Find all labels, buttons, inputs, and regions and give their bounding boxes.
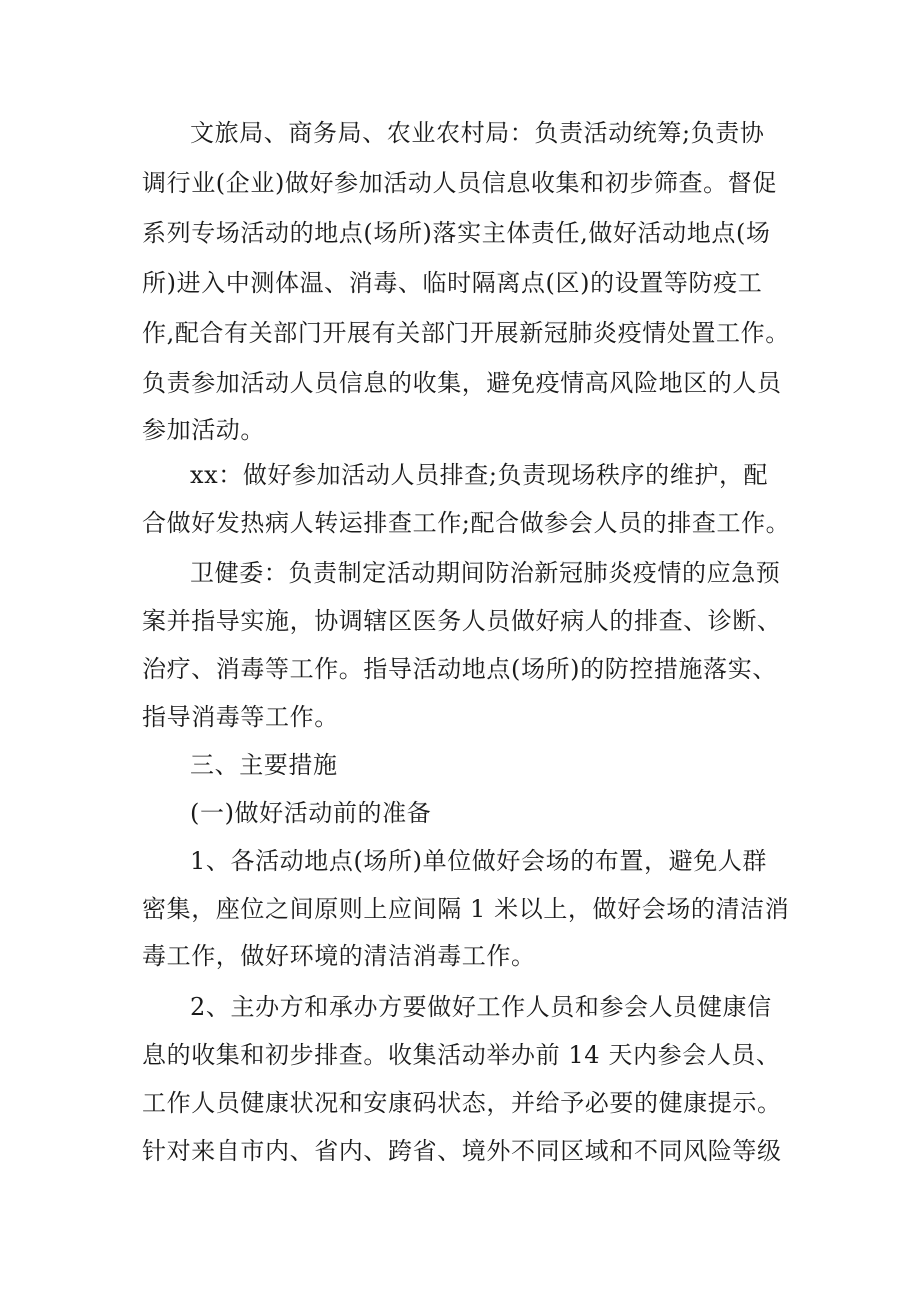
text-line: 1、各活动地点(场所)单位做好会场的布置，避免人群	[190, 847, 767, 875]
text-line: 工作人员健康状况和安康码状态，并给予必要的健康提示。	[142, 1089, 782, 1117]
text-line: 卫健委：负责制定活动期间防治新冠肺炎疫情的应急预	[190, 559, 781, 587]
subsection-heading: (一)做好活动前的准备	[190, 799, 432, 827]
text-line: 调行业(企业)做好参加活动人员信息收集和初步筛查。督促	[142, 169, 777, 197]
text-line: 合做好发热病人转运排查工作;配合做参会人员的排查工作。	[142, 509, 791, 537]
text-line: xx：做好参加活动人员排查;负责现场秩序的维护，配	[190, 461, 769, 489]
text-line: 2、主办方和承办方要做好工作人员和参会人员健康信	[190, 993, 772, 1021]
text-line: 针对来自市内、省内、跨省、境外不同区域和不同风险等级	[142, 1137, 782, 1165]
text-line: 负责参加活动人员信息的收集，避免疫情高风险地区的人员	[142, 369, 782, 397]
text-line: 案并指导实施，协调辖区医务人员做好病人的排查、诊断、	[142, 607, 782, 635]
section-heading: 三、主要措施	[190, 751, 338, 779]
text-line: 所)进入中测体温、消毒、临时隔离点(区)的设置等防疫工	[142, 269, 763, 297]
text-line: 作,配合有关部门开展有关部门开展新冠肺炎疫情处置工作。	[142, 319, 790, 347]
text-line: 密集，座位之间原则上应间隔 1 米以上，做好会场的清洁消	[142, 895, 790, 923]
text-line: 治疗、消毒等工作。指导活动地点(场所)的防控措施落实、	[142, 655, 777, 683]
text-line: 息的收集和初步排查。收集活动举办前 14 天内参会人员、	[142, 1041, 781, 1069]
text-line: 参加活动。	[142, 416, 265, 444]
text-line: 指导消毒等工作。	[142, 703, 339, 731]
text-line: 系列专场活动的地点(场所)落实主体责任,做好活动地点(场	[142, 219, 771, 247]
text-line: 文旅局、商务局、农业农村局：负责活动统筹;负责协	[190, 119, 765, 147]
text-line: 毒工作，做好环境的清洁消毒工作。	[142, 942, 536, 970]
